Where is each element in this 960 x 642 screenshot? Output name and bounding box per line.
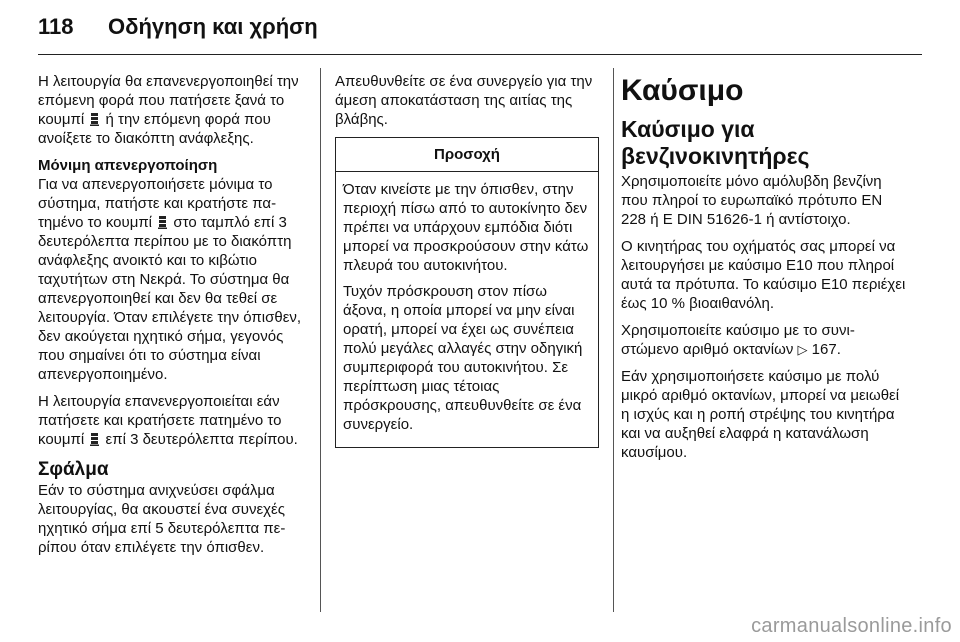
warning-paragraph-2: Τυχόν πρόσκρουση στον πίσω άξονα, η οποία μπορεί να μην είναι ορατή, μπορεί να έχει ως συνέπεια πολύ μεγάλες αλλαγές στην οδηγική συμπεριφορά του αυτοκινήτου. Σε περίπτωση μιας τέτοιας πρόσκρουσης, απευθυνθείτε σε ένα συνεργείο. [343,283,583,433]
column-divider-2 [613,68,614,612]
page-number: 118 [38,14,74,39]
warning-title: Προσοχή [336,138,598,172]
warning-paragraph-1: Όταν κινείστε με την όπισθεν, στην περιοχή πίσω από το αυτοκίνητο δεν πρέπει να υπάρχουν εμπόδια διότι μπορεί να προσκρούσουν στην κάτω πλευρά του αυτοκινήτου. [343,181,589,274]
parking-sensor-key-icon [90,433,99,446]
page-header [38,14,318,50]
reactivation-text: Η λειτουργία επανενεργοποιείται εάν πατήσετε και κρατήσετε πατημένο το κουμπί επί 3 δευτερόλεπτα περίπου. [38,393,298,448]
intro-paragraph: Η λειτουργία θα επανενεργοποιηθεί την επόμενη φορά που πατήσετε ξανά το κουμπί ή την επόμενη φορά που ανοίξετε το διακόπτη ανάφλεξης. [38,73,299,147]
error-heading: Σφάλμα [38,459,109,480]
header-divider [38,54,922,55]
warning-body [336,172,598,447]
column-divider-1 [320,68,321,612]
workshop-advice: Απευθυνθείτε σε ένα συνεργείο για την άμεση αποκατάσταση της αιτίας της βλάβης. [335,73,593,128]
column-2 [335,72,599,448]
parking-sensor-key-icon [90,113,99,126]
page-reference-arrow-icon: ▷ [797,342,808,357]
permanent-deactivation-text: Για να απενεργοποιήσετε μόνιμα το σύστημα, πατήστε και κρατήστε πατημένο το κουμπί στο ταμπλό επί 3 δευτερόλεπτα περίπου με το διακόπτη ανάφλεξης ανοικτό και το κιβώτιο ταχυτήτων στη Νεκρά. Το σύστημα θα απενεργοποιηθεί και δεν θα τεθεί σε λειτουργία. Όταν επιλέγετε την όπισθεν, δεν ακούγεται ηχητικό σήμα, γεγονός που σημαίνει ότι το σύστημα είναι απενεργοποιημένο. [38,176,302,383]
petrol-fuel-subheading: Καύσιμο για βενζινοκινητήρες [621,116,810,169]
column-3 [621,72,907,470]
parking-sensor-key-icon [158,216,167,229]
error-text: Εάν το σύστημα ανιχνεύσει σφάλμα λειτουργίας, θα ακουστεί ένα συνεχές ηχητικό σήμα επί 5 δευτερόλεπτα περίπου όταν επιλέγετε την όπισθεν. [38,482,286,556]
fuel-heading: Καύσιμο [621,74,744,107]
watermark: carmanualsonline.info [751,615,952,637]
low-octane-warning-text: Εάν χρησιμοποιήσετε καύσιμο με πολύ μικρό αριθμό οκτανίων, μπορεί να μειωθεί η ισχύς και η ροπή στρέψης του κινητήρα και να αυξηθεί ελαφρά η κατανάλωση καυσίμου. [621,368,900,461]
fuel-standard-text: Χρησιμοποιείτε μόνο αμόλυβδη βενζίνη που πληροί το ευρωπαϊκό πρότυπο EN 228 ή E DIN 51626-1 ή αντίστοιχο. [621,173,883,228]
warning-box [335,137,599,448]
octane-text: Χρησιμοποιείτε καύσιμο με το συνιστώμενο αριθμό οκτανίων ▷ 167. [621,322,855,358]
column-1 [38,72,304,565]
permanent-deactivation-heading: Μόνιμη απενεργοποίηση [38,157,218,174]
e10-text: Ο κινητήρας του οχήματός σας μπορεί να λειτουργήσει με καύσιμο E10 που πληροί αυτά τα πρότυπα. Το καύσιμο E10 περιέχει έως 10 % βιοαιθανόλη. [621,238,906,312]
page-title: Οδήγηση και χρήση [108,14,318,39]
page-reference-link[interactable]: 167. [807,341,841,358]
